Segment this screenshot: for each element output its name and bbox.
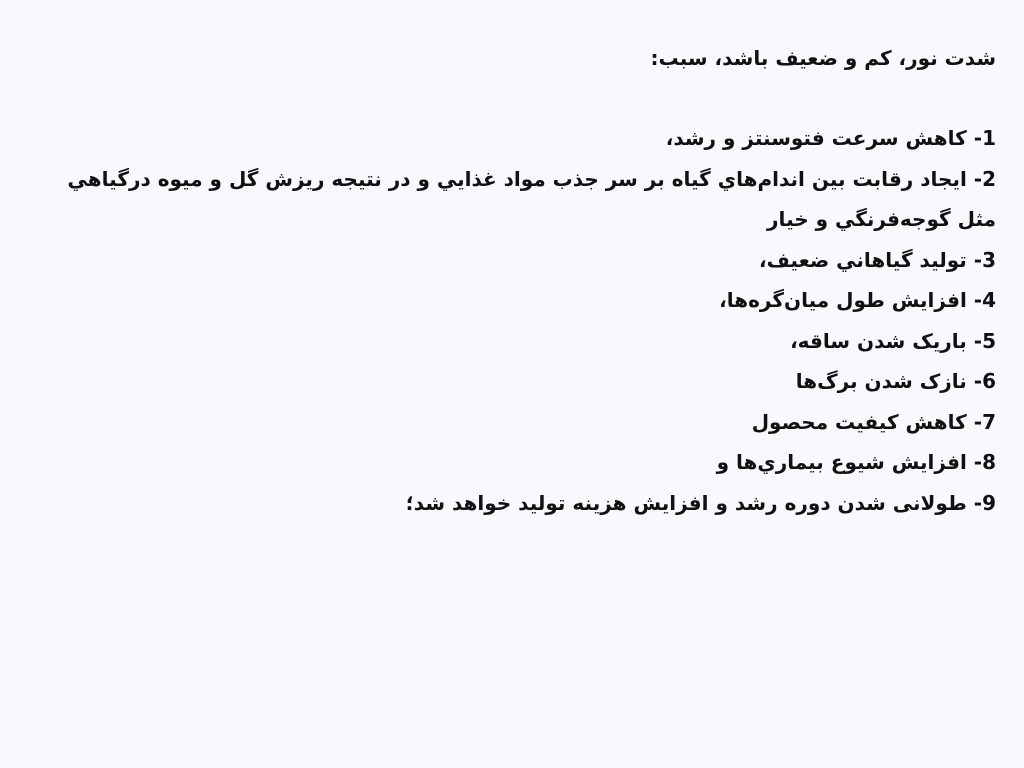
list-item-3: 3- توليد گياهاني ضعيف، <box>758 247 996 272</box>
list-item-1: 1- کاهش سرعت فتوسنتز و رشد، <box>665 126 996 150</box>
intro-line: شدت نور، کم و ضعيف باشد، سبب: <box>650 46 996 70</box>
slide-text-body <box>56 38 996 523</box>
list-item-9: 9- طولانی شدن دوره رشد و افزايش هزينه توليد خواهد شد؛ <box>405 490 996 515</box>
list-item-4: 4- افزايش طول ميان‌گره‌ها، <box>719 288 996 312</box>
list-item-8: 8- افزايش شيوع بيماري‌ها و <box>716 450 996 474</box>
list-item-2: 2- ايجاد رقابت بين اندام‌هاي گياه بر سر جذب مواد غذايي و در نتيجه ريزش گل و ميوه درگياهي مثل گوجه‌فرنگي و خيار <box>67 166 996 231</box>
effects-list <box>56 118 996 523</box>
list-item-5: 5- باريک شدن ساقه، <box>790 328 996 353</box>
list-item-7: 7- کاهش کيفيت محصول <box>751 409 996 434</box>
blank-line <box>56 78 996 118</box>
list-item-6: 6- نازک شدن برگ‌ها <box>795 369 996 393</box>
